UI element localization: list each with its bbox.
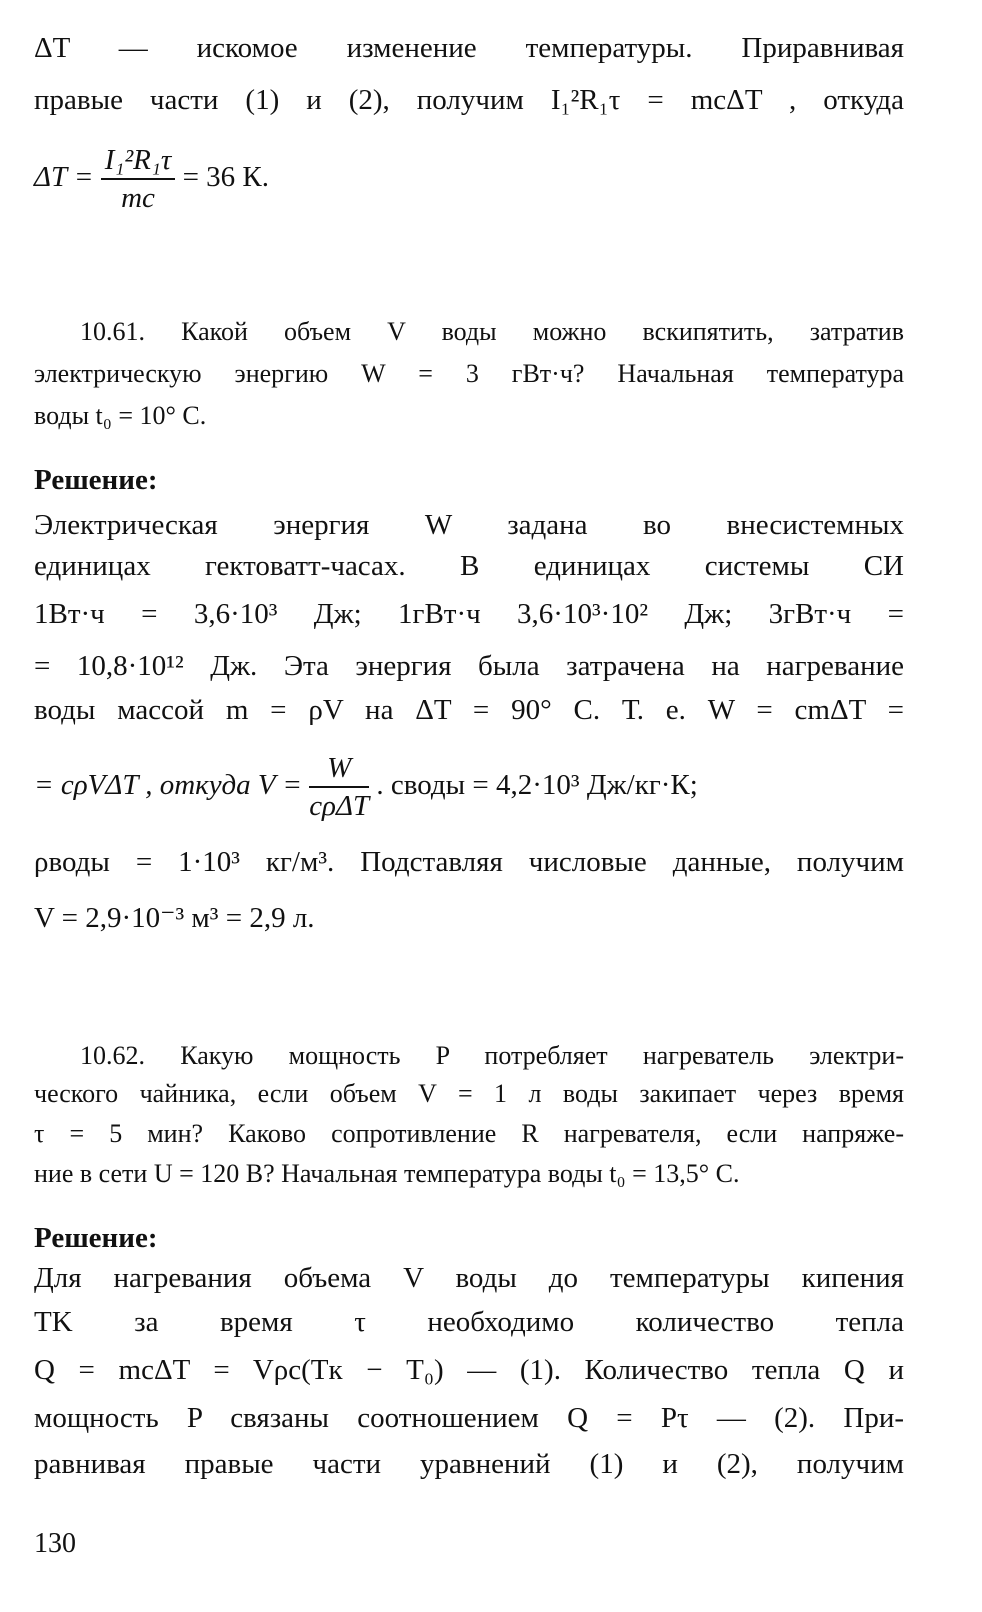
formula-fraction [101,142,176,216]
solution-61-line-3: 1Вт·ч = 3,6·10³ Дж; 1гВт·ч 3,6·10³·10² Дж; 3гВт·ч = [34,598,904,630]
volume-formula-numerator: W [309,750,369,788]
intro-line-1: ΔT — искомое изменение температуры. Приравнивая [34,32,904,64]
formula-denominator: mc [121,182,155,215]
formula-left: ΔT = [34,161,94,193]
problem-61-line-3: воды t₀ = 10° С. [34,401,207,430]
problem-62-line-3: τ = 5 мин? Каково сопротивление R нагревателя, если напряже- [34,1119,904,1148]
page-number: 130 [34,1528,76,1559]
volume-formula-fraction [309,750,369,824]
solution-61-formula-line [34,740,904,830]
solution-62-line-2: TK за время τ необходимо количество тепла [34,1306,904,1338]
volume-formula-denominator: cρΔT [309,790,370,823]
solution-61-line-7: ρводы = 1·10³ кг/м³. Подставляя числовые данные, получим [34,846,904,878]
problem-61-line-2: электрическую энергию W = 3 гВт·ч? Начальная температура [34,359,904,388]
solution-61-line-1: Электрическая энергия W задана во внесистемных [34,509,904,541]
volume-formula-right: . cводы = 4,2·10³ Дж/кг·К; [376,769,698,801]
intro-line-2: правые части (1) и (2), получим I₁²R₁τ = mcΔT , откуда [34,84,904,116]
solution-61-line-5: воды массой m = ρV на ΔT = 90° С. Т. е. W = cmΔT = [34,694,904,726]
solution-62-heading: Решение: [34,1222,158,1254]
formula-numerator: I₁²R₁τ [101,142,176,180]
solution-62-line-3: Q = mcΔT = Vρc(Tк − T₀) — (1). Количество тепла Q и [34,1354,904,1386]
problem-62-line-2: ческого чайника, если объем V = 1 л воды закипает через время [34,1079,904,1108]
solution-61-heading: Решение: [34,464,158,496]
solution-61-line-2: единицах гектоватт-часах. В единицах системы СИ [34,550,904,582]
solution-61-line-8: V = 2,9·10⁻³ м³ = 2,9 л. [34,902,315,934]
volume-formula-left: = cρVΔT , откуда V = [34,769,302,801]
solution-62-line-5: равнивая правые части уравнений (1) и (2), получим [34,1448,904,1480]
formula-right: = 36 К. [182,161,270,193]
solution-62-line-4: мощность P связаны соотношением Q = Pτ — (2). При- [34,1402,904,1434]
problem-62-line-1: 10.62. Какую мощность P потребляет нагреватель электри- [80,1041,904,1070]
intro-formula [34,132,904,222]
problem-61-line-1: 10.61. Какой объем V воды можно вскипятить, затратив [80,317,904,346]
problem-62-line-4: ние в сети U = 120 В? Начальная температура воды t₀ = 13,5° С. [34,1159,740,1188]
solution-62-line-1: Для нагревания объема V воды до температуры кипения [34,1262,904,1294]
solution-61-line-4: = 10,8·10¹² Дж. Эта энергия была затрачена на нагревание [34,650,904,682]
